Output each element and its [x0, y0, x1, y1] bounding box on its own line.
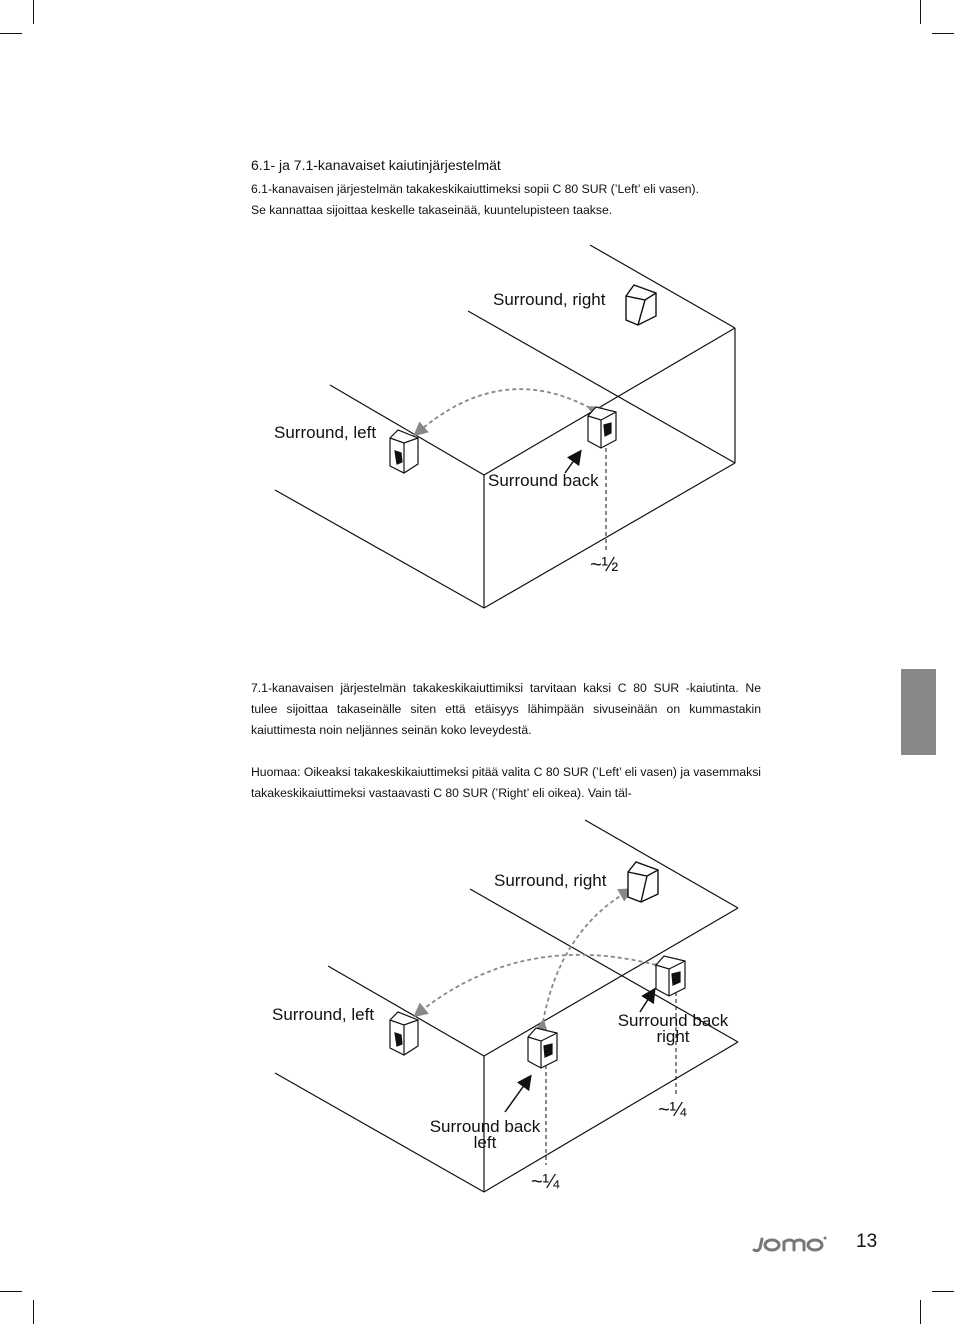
crop-mark — [920, 1300, 921, 1324]
paragraph-intro-line2: Se kannattaa sijoittaa keskelle takaseinää, kuuntelupisteen taakse. — [251, 203, 613, 217]
diagram-7-1-setup — [0, 810, 954, 1200]
label-surround-left: Surround, left — [274, 423, 377, 442]
pointer-arrow — [565, 452, 580, 473]
speaker-surround-back-icon — [588, 407, 616, 448]
crop-mark — [33, 0, 34, 24]
label-surround-back-right-line2: right — [656, 1027, 690, 1046]
label-quarter-distance-left: ~¼ — [531, 1171, 560, 1193]
paragraph-intro — [251, 179, 761, 221]
crop-mark — [920, 0, 921, 24]
crop-mark — [33, 1300, 34, 1324]
crop-mark — [932, 33, 954, 34]
speaker-surround-back-right-icon — [656, 956, 685, 996]
label-surround-right: Surround, right — [493, 290, 606, 309]
crop-mark — [0, 1291, 22, 1292]
speaker-surround-left-icon — [390, 1012, 418, 1055]
label-surround-right: Surround, right — [494, 871, 607, 890]
pointer-arrow — [505, 1077, 530, 1112]
paragraph-7-1-setup: 7.1-kanavaisen järjestelmän takakeskikaiuttimiksi tarvitaan kaksi C 80 SUR -kaiutinta. Ne tulee sijoittaa takaseinälle siten että etäisyys lähimpään sivuseinään on kummastakin kaiuttimesta noin neljännes seinän koko leveydestä. — [251, 681, 761, 737]
dashed-arc-arrow — [416, 955, 656, 1015]
section-heading: 6.1- ja 7.1-kanavaiset kaiutinjärjestelmät — [251, 157, 501, 173]
paragraph-intro-line1: 6.1-kanavaisen järjestelmän takakeskikaiuttimeksi sopii C 80 SUR (’Left’ eli vasen). — [251, 182, 699, 196]
label-quarter-distance-right: ~¼ — [658, 1099, 687, 1121]
label-half-distance: ~½ — [590, 554, 619, 576]
speaker-surround-back-left-icon — [528, 1028, 557, 1068]
dashed-arc-arrow — [416, 389, 590, 434]
crop-mark — [0, 33, 22, 34]
crop-mark — [932, 1291, 954, 1292]
language-tab — [901, 669, 936, 755]
speaker-surround-left-icon — [390, 430, 418, 473]
page-number: 13 — [856, 1231, 878, 1252]
paragraph-note: Huomaa: Oikeaksi takakeskikaiuttimeksi pitää valita C 80 SUR (’Left’ eli vasen) ja vasemmaksi takakeskikaiuttimeksi vastaavasti C 80 SUR (’Right’ eli oikea). Vain täl- — [251, 765, 761, 800]
label-surround-back-right-line1: Surround back — [617, 1011, 729, 1030]
speaker-surround-right-icon — [628, 862, 658, 902]
pointer-arrow — [640, 990, 654, 1012]
speaker-surround-right-icon — [626, 285, 656, 325]
label-surround-back: Surround back — [488, 471, 599, 490]
diagram-6-1-setup — [0, 230, 954, 630]
label-surround-left: Surround, left — [272, 1005, 375, 1024]
label-surround-back-left-line2: left — [473, 1133, 497, 1152]
jamo-logo-icon — [748, 1232, 828, 1254]
label-surround-back-left-line1: Surround back — [429, 1117, 541, 1136]
